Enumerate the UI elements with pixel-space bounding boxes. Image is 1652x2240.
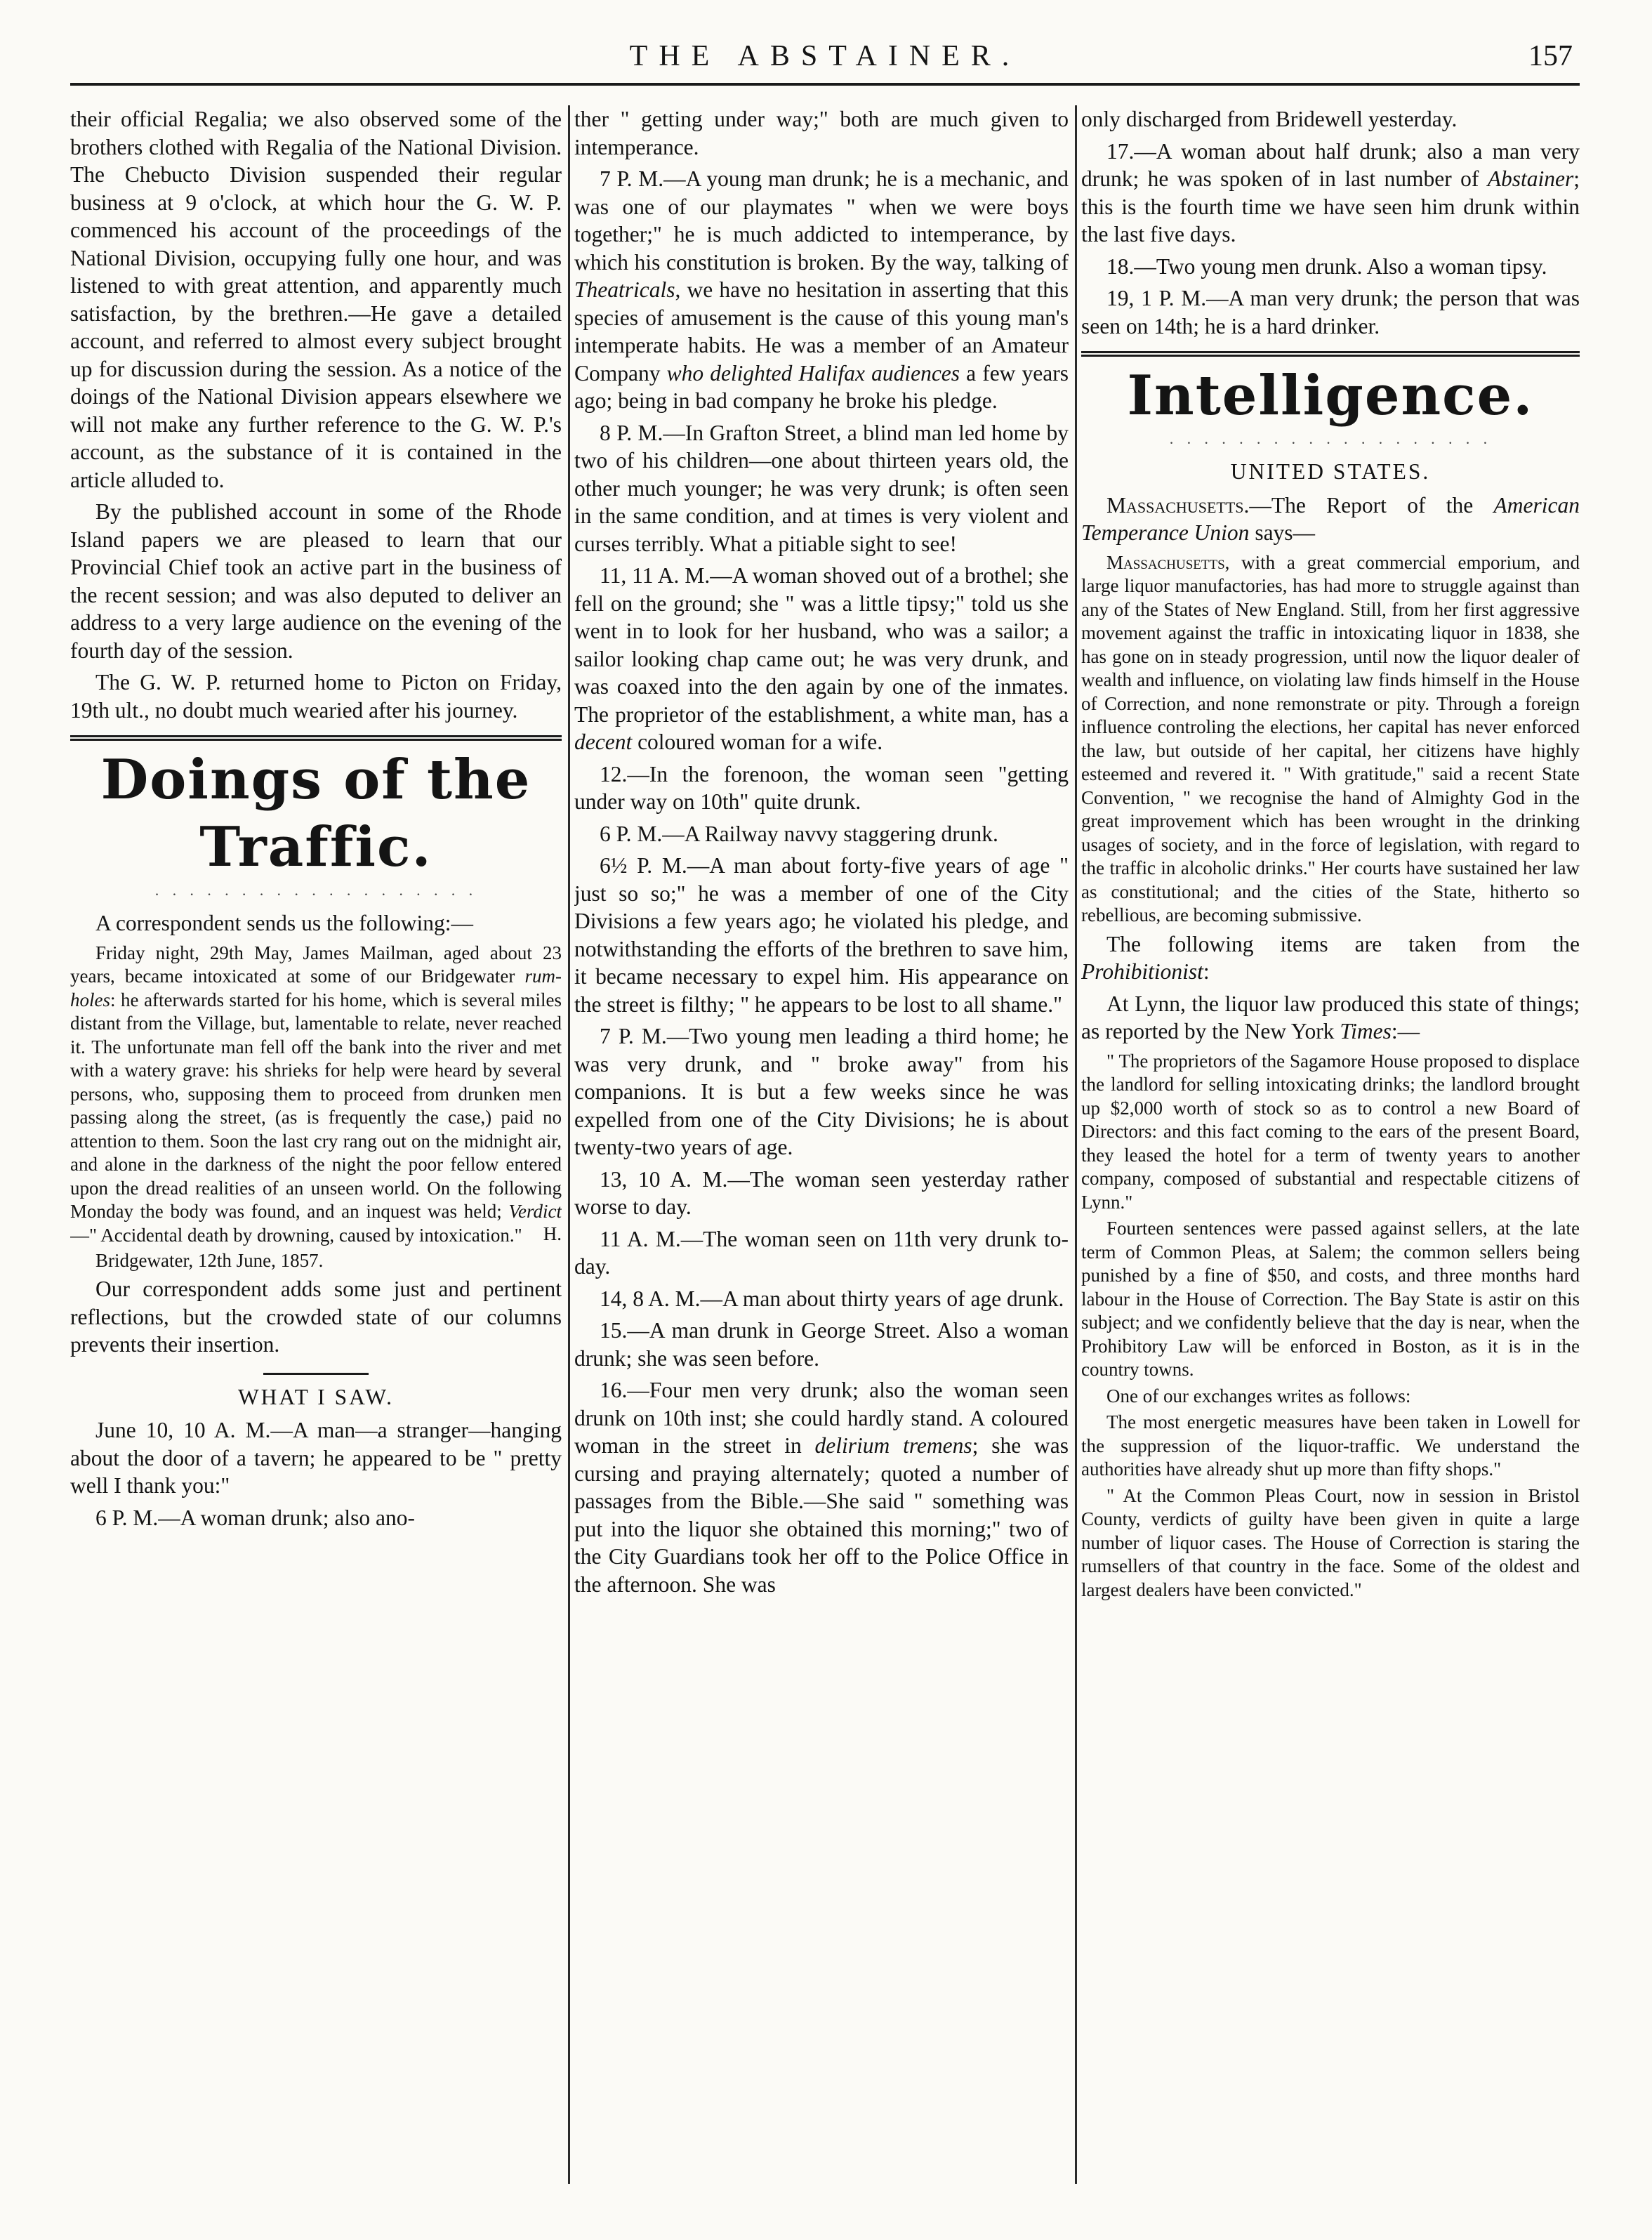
masthead: THE ABSTAINER. — [629, 40, 1021, 72]
section-heading-doings-of-the-traffic: Doings of the Traffic. — [100, 748, 531, 879]
column-rule — [568, 105, 570, 2184]
paragraph: Massachusetts.—The Report of the American Temperance Union says— — [1081, 492, 1580, 545]
section-heading-what-i-saw: WHAT I SAW. — [237, 1384, 395, 1409]
signature: H. — [543, 1223, 562, 1244]
paragraph: 8 P. M.—In Grafton Street, a blind man led home by two of his children—one about thirteen years old, the other much younger; he was very drunk; is often seen in the same condition, and at times is very violent and curses terribly. What a pitiable sight to see! — [574, 420, 1069, 556]
paragraph: The following items are taken from the Prohibitionist: — [1081, 931, 1580, 984]
paragraph: 18.—Two young men drunk. Also a woman tipsy. — [1106, 253, 1547, 279]
paragraph: Fourteen sentences were passed against sellers, at the late term of Common Pleas, at Salem; the common sellers being punished by a fine of $50, and costs, and three months hard labour in the House of Correction. The Bay State is astir on this subject; and we confidently believe that the day is near, when the Prohibitory Law will be enforced in Boston, as it is in the country towns. — [1081, 1218, 1580, 1380]
paragraph: only discharged from Bridewell yesterday. — [1081, 107, 1458, 131]
short-rule — [263, 1373, 369, 1375]
page-header — [70, 34, 1580, 86]
paragraph: 19, 1 P. M.—A man very drunk; the person that was seen on 14th; he is a hard drinker. — [1081, 286, 1580, 338]
column-rule — [1075, 105, 1077, 2184]
paragraph: The G. W. P. returned home to Picton on Friday, 19th ult., no doubt much wearied after his journey. — [70, 670, 562, 723]
paragraph: By the published account in some of the Rhode Island papers we are pleased to learn that our Provincial Chief took an active part in the business of the recent session; and was also deputed to deliver an address to a very large audience on the evening of the fourth day of the session. — [70, 499, 562, 663]
subheading-united-states: UNITED STATES. — [1230, 459, 1431, 484]
ornamental-dots: · · · · · · · · · · · · · · · · · · · — [1168, 434, 1493, 452]
paragraph: 6 P. M.—A woman drunk; also ano- — [95, 1505, 415, 1530]
paragraph: June 10, 10 A. M.—A man—a stranger—hanging about the door of a tavern; he appeared to be " pretty well I thank you:" — [70, 1418, 562, 1498]
column-3 — [1081, 105, 1580, 2198]
paragraph: ther " getting under way;" both are much given to intemperance. — [574, 107, 1069, 159]
section-rule — [70, 735, 562, 741]
paragraph: 12.—In the forenoon, the woman seen "getting under way on 10th" quite drunk. — [574, 761, 1069, 814]
paragraph: 11 A. M.—The woman seen on 11th very drunk to-day. — [574, 1226, 1069, 1279]
column-2 — [574, 105, 1069, 2198]
quoted-paragraph: Massachusetts, with a great commercial emporium, and large liquor manufactories, has had more to struggle against than any of the States of New England. Still, from her first aggressive movement against the traffic in intoxicating liquor in 1838, she has gone on in steady progression, until now the liquor dealer of wealth and influence, on violating law finds himself in the House of Correction, and none remonstrate or pity. Through a foreign influence controling the elections, her capital has never enforced the law, but outside of her capital, her citizens have highly esteemed and revered it. " With gratitude," said a recent State Convention, " we recognise the hand of Almighty God in the great improvement which has been wrought in the drinking usages of society, and in the force of legislation, with regard to the traffic in alcoholic drinks." Her courts have sustained her law as constitutional; and the cities of the State, hitherto so rebellious, are becoming submissive. — [1081, 551, 1580, 925]
paragraph: 16.—Four men very drunk; also the woman seen drunk on 10th inst; she could hardly stand. A coloured woman in the street in delirium tremens; she was cursing and praying alternately; quoted a number of passages from the Bible.—She said " something was put into the liquor she obtained this morning;" two of the City Guardians took her off to the Police Office in the afternoon. She was — [574, 1378, 1069, 1597]
paragraph: 15.—A man drunk in George Street. Also a woman drunk; she was seen before. — [574, 1318, 1069, 1371]
quoted-paragraph: " At the Common Pleas Court, now in session in Bristol County, verdicts of guilty have been given in quite a large number of liquor cases. The House of Correction is staring the rumsellers of that country in the face. Some of the oldest and largest dealers have been convicted." — [1081, 1484, 1580, 1600]
paragraph: 14, 8 A. M.—A man about thirty years of age drunk. — [600, 1286, 1064, 1311]
paragraph: At Lynn, the liquor law produced this state of things; as reported by the New York Times:— — [1081, 991, 1580, 1043]
paragraph: 7 P. M.—Two young men leading a third home; he was very drunk, and " broke away" from his companions. It is but a few weeks since he was expelled from one of the City Divisions; he is about twenty-two years of age. — [574, 1024, 1069, 1159]
paragraph: 17.—A woman about half drunk; also a man very drunk; he was spoken of in last number of Abstainer; this is the fourth time we have seen him drunk within the last five days. — [1081, 138, 1580, 246]
section-rule — [1081, 351, 1580, 357]
paragraph: 7 P. M.—A young man drunk; he is a mechanic, and was one of our playmates " when we were boys together;" he is much addicted to intemperance, by which his constitution is broken. By the way, talking of Theatricals, we have no hesitation in asserting that this species of amusement is the cause of this young man's intemperate habits. He was a member of an Amateur Company who delighted Halifax audiences a few years ago; being in bad company he broke his pledge. — [574, 166, 1069, 413]
letter-paragraph: Friday night, 29th May, James Mailman, aged about 23 years, became intoxicated at some of our Bridgewater rum-holes: he afterwards started for his home, which is several miles distant from the Village, but, lamentable to relate, never reached it. The unfortunate man fell off the bank into the river and met with a watery grave: his shrieks for help were heard by several persons, who, supposing them to proceed from drunken men passing along the street, (as is frequently the case,) paid no attention to them. Soon the last cry rang out on the midnight air, and alone in the darkness of the night the poor fellow entered upon the dread realities of an unseen world. On the following Monday the body was found, and an inquest was held; Verdict—" Accidental death by drowning, caused by intoxication." — [70, 942, 562, 1246]
section-heading-intelligence: Intelligence. — [1127, 364, 1534, 428]
page-number: 157 — [1528, 40, 1573, 72]
paragraph: A correspondent sends us the following:— — [95, 911, 474, 935]
dateline: Bridgewater, 12th June, 1857. — [95, 1249, 324, 1271]
paragraph: 13, 10 A. M.—The woman seen yesterday rather worse to day. — [574, 1166, 1069, 1219]
paragraph: 11, 11 A. M.—A woman shoved out of a brothel; she fell on the ground; she " was a little tipsy;" told us she went in to look for her husband, who was a sailor; a sailor looking chap came out; he was very drunk, and was coaxed into the den again by one of the inmates. The proprietor of the establishment, a white man, has a decent coloured woman for a wife. — [574, 563, 1069, 754]
paragraph: Our correspondent adds some just and pertinent reflections, but the crowded state of our columns prevents their insertion. — [70, 1277, 562, 1357]
paragraph: 6½ P. M.—A man about forty-five years of age " just so so;" he was a member of one of the City Divisions a few years ago; he violated his pledge, and notwithstanding the efforts of the brethren to save him, it became necessary to expel him. His appearance on the street is filthy; " he appears to be lost to all shame." — [574, 853, 1069, 1017]
column-1 — [70, 105, 562, 2198]
paragraph: 6 P. M.—A Railway navvy staggering drunk. — [600, 821, 998, 846]
quoted-paragraph: The most energetic measures have been taken in Lowell for the suppression of the liquor-traffic. We understand the authorities have already shut up more than fifty shops." — [1081, 1411, 1580, 1480]
paragraph: One of our exchanges writes as follows: — [1106, 1385, 1411, 1406]
quoted-paragraph: " The proprietors of the Sagamore House proposed to displace the landlord for selling intoxicating drinks; the landlord brought up $2,000 worth of stock so as to control a new Board of Directors: and this fact coming to the ears of the present Board, they leased the hotel for a term of twenty years to another company, composed of substantial and respectable citizens of Lynn." — [1081, 1050, 1580, 1213]
paragraph: their official Regalia; we also observed some of the brothers clothed with Regalia of the National Division. The Chebucto Division suspended their regular business at 9 o'clock, at which hour the G. W. P. commenced his account of the proceedings of the National Division, occupying fully one hour, and was listened to with great attention, and apparently much satisfaction, by the brethren.—He gave a detailed account, and referred to almost every subject brought up for discussion during the session. As a notice of the doings of the National Division appears elsewhere we will not make any further reference to the G. W. P.'s account, as the substance of it is contained in the article alluded to. — [70, 107, 562, 492]
ornamental-dots: · · · · · · · · · · · · · · · · · · · — [154, 885, 478, 903]
